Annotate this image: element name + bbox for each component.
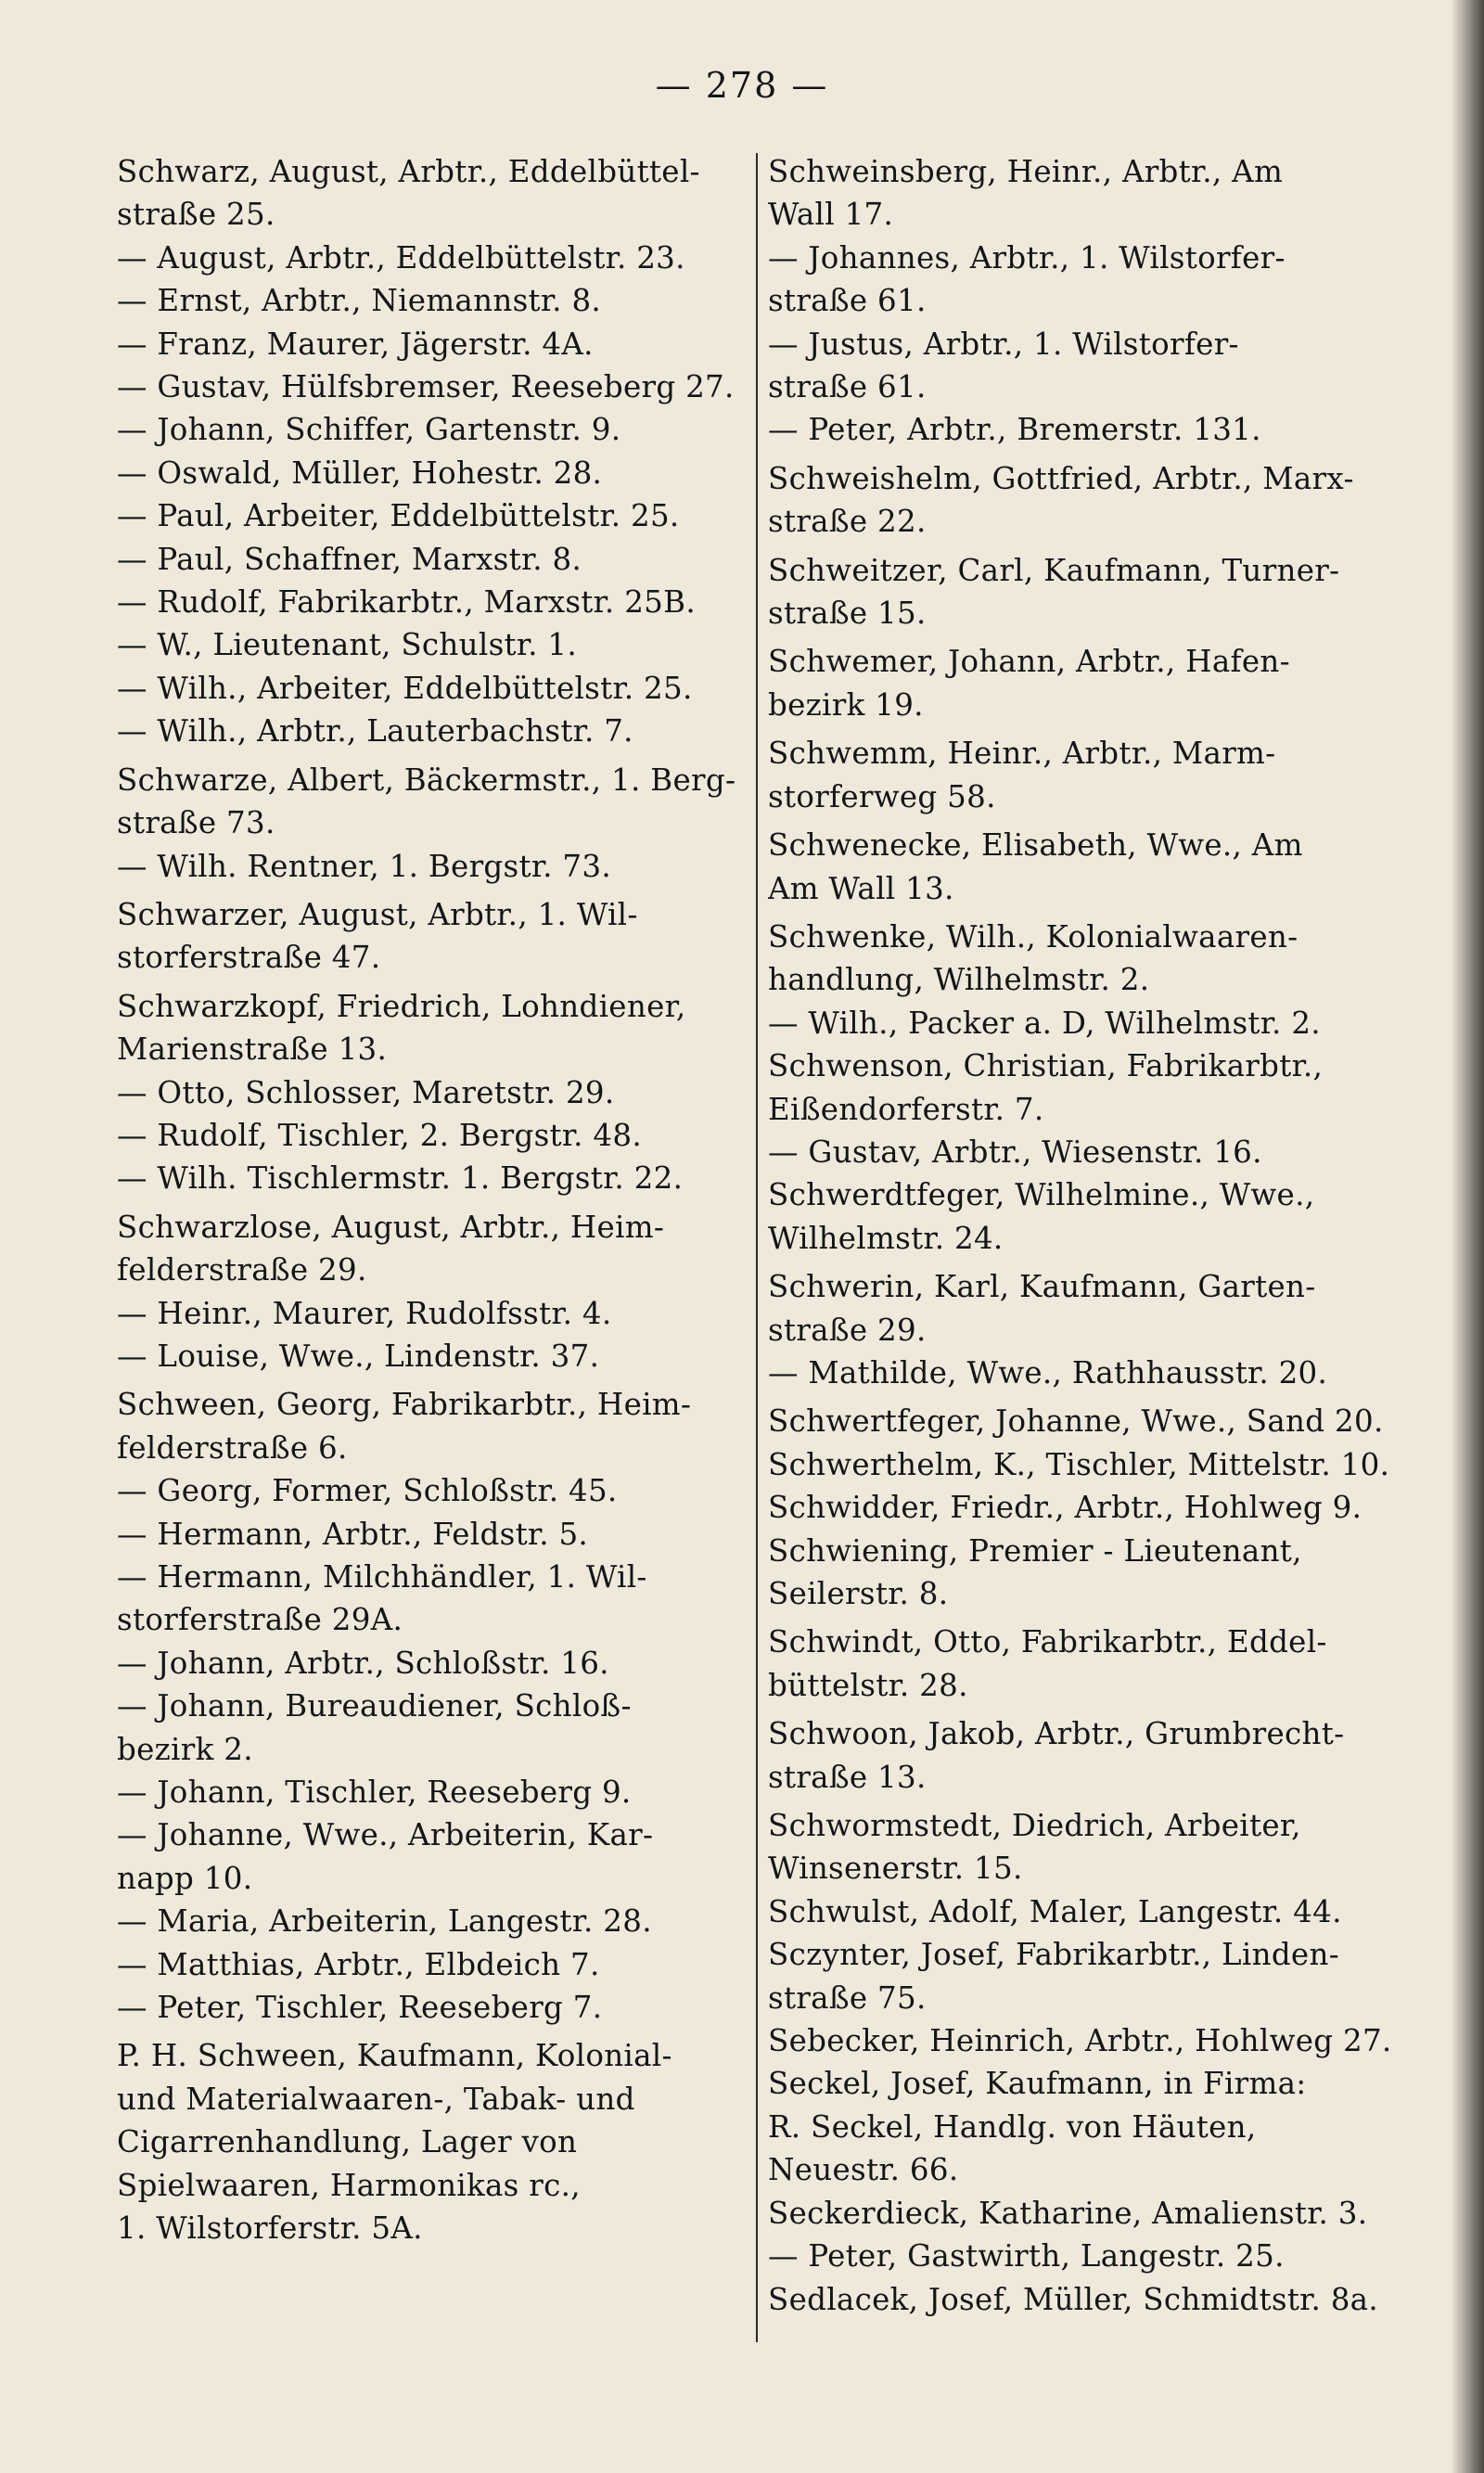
directory-line: — Justus, Arbtr., 1. Wilstorfer- [768, 326, 1239, 362]
directory-line: P. H. Schween, Kaufmann, Kolonial- [117, 2038, 672, 2074]
directory-line: Schwemer, Johann, Arbtr., Hafen- [768, 644, 1290, 680]
directory-line: — Wilh. Rentner, 1. Bergstr. 73. [117, 848, 611, 884]
directory-line: felderstraße 6. [117, 1429, 348, 1466]
directory-line: — Mathilde, Wwe., Rathhausstr. 20. [768, 1354, 1328, 1390]
directory-line: — Rudolf, Fabrikarbtr., Marxstr. 25B. [117, 584, 696, 621]
directory-line: — Franz, Maurer, Jägerstr. 4A. [117, 326, 594, 362]
directory-line: napp 10. [117, 1860, 253, 1896]
directory-line: straße 22. [768, 504, 927, 540]
directory-line: felderstraße 29. [117, 1252, 367, 1288]
directory-line: Wilhelmstr. 24. [768, 1220, 1004, 1256]
directory-line: — Johannes, Arbtr., 1. Wilstorfer- [768, 239, 1286, 275]
directory-line: straße 15. [768, 596, 927, 632]
directory-line: Cigarrenhandlung, Lager von [117, 2124, 578, 2160]
directory-line: storferweg 58. [768, 778, 996, 814]
directory-line: — Peter, Arbtr., Bremerstr. 131. [768, 412, 1261, 448]
directory-line: — Wilh., Arbeiter, Eddelbüttelstr. 25. [117, 670, 693, 706]
directory-line: — Maria, Arbeiterin, Langestr. 28. [117, 1903, 652, 1940]
directory-line: storferstraße 47. [117, 940, 381, 976]
directory-line: — Wilh. Tischlermstr. 1. Bergstr. 22. [117, 1160, 684, 1197]
directory-line: straße 13. [768, 1759, 927, 1795]
directory-line: büttelstr. 28. [768, 1667, 968, 1703]
directory-line: — August, Arbtr., Eddelbüttelstr. 23. [117, 239, 685, 275]
directory-line: — Gustav, Hülfsbremser, Reeseberg 27. [117, 369, 735, 405]
directory-line: Schwarzlose, August, Arbtr., Heim- [117, 1209, 665, 1245]
directory-line: storferstraße 29A. [117, 1602, 403, 1638]
directory-line: Sedlacek, Josef, Müller, Schmidtstr. 8a. [768, 2281, 1378, 2317]
directory-line: — Rudolf, Tischler, 2. Bergstr. 48. [117, 1117, 643, 1153]
directory-line: — Johann, Bureaudiener, Schloß- [117, 1688, 632, 1724]
directory-line: und Materialwaaren-, Tabak- und [117, 2081, 635, 2117]
directory-line: — Louise, Wwe., Lindenstr. 37. [117, 1338, 600, 1374]
directory-line: straße 61. [768, 369, 927, 405]
directory-line: handlung, Wilhelmstr. 2. [768, 962, 1150, 998]
directory-line: Schweinsberg, Heinr., Arbtr., Am [768, 154, 1284, 189]
directory-line: — Johann, Schiffer, Gartenstr. 9. [117, 412, 621, 448]
directory-line: — Wilh., Packer a. D, Wilhelmstr. 2. [768, 1005, 1321, 1041]
directory-line: — Paul, Arbeiter, Eddelbüttelstr. 25. [117, 498, 680, 534]
left-column [117, 150, 757, 2250]
directory-line: bezirk 19. [768, 686, 924, 723]
directory-line: Schwenecke, Elisabeth, Wwe., Am [768, 827, 1303, 864]
directory-line: Schwerdtfeger, Wilhelmine., Wwe., [768, 1177, 1315, 1213]
directory-line: Neuestr. 66. [768, 2152, 959, 2188]
directory-line: Seckel, Josef, Kaufmann, in Firma: [768, 2066, 1307, 2102]
directory-line: — Peter, Gastwirth, Langestr. 25. [768, 2238, 1285, 2274]
directory-line: straße 73. [117, 805, 275, 841]
page-number: — 278 — [655, 65, 829, 106]
directory-line: — Otto, Schlosser, Maretstr. 29. [117, 1074, 615, 1110]
directory-line: Schween, Georg, Fabrikarbtr., Heim- [117, 1387, 692, 1423]
directory-line: Seckerdieck, Katharine, Amalienstr. 3. [768, 2195, 1368, 2231]
directory-line: Schwarzkopf, Friedrich, Lohndiener, [117, 988, 686, 1024]
directory-line: straße 29. [768, 1312, 927, 1348]
directory-line: straße 61. [768, 283, 927, 319]
directory-line: Sebecker, Heinrich, Arbtr., Hohlweg 27. [768, 2023, 1392, 2059]
directory-line: straße 75. [768, 1980, 927, 2016]
directory-line: Sczynter, Josef, Fabrikarbtr., Linden- [768, 1937, 1339, 1973]
directory-line: Schwulst, Adolf, Maler, Langestr. 44. [768, 1893, 1342, 1929]
directory-line: — Paul, Schaffner, Marxstr. 8. [117, 541, 582, 577]
right-column [768, 150, 1399, 2321]
directory-line: — Wilh., Arbtr., Lauterbachstr. 7. [117, 713, 633, 750]
directory-line: Schwerin, Karl, Kaufmann, Garten- [768, 1269, 1316, 1305]
directory-line: Schweitzer, Carl, Kaufmann, Turner- [768, 552, 1340, 588]
directory-line: — W., Lieutenant, Schulstr. 1. [117, 627, 578, 663]
directory-line: 1. Wilstorferstr. 5A. [117, 2210, 423, 2247]
directory-line: — Georg, Former, Schloßstr. 45. [117, 1473, 618, 1509]
directory-line: — Peter, Tischler, Reeseberg 7. [117, 1990, 603, 2026]
directory-line: Schwormstedt, Diedrich, Arbeiter, [768, 1808, 1301, 1844]
directory-line: — Hermann, Milchhändler, 1. Wil- [117, 1559, 647, 1595]
directory-line: Schwenson, Christian, Fabrikarbtr., [768, 1048, 1324, 1084]
directory-line: — Oswald, Müller, Hohestr. 28. [117, 455, 603, 491]
directory-line: Schwerthelm, K., Tischler, Mittelstr. 10. [768, 1446, 1390, 1482]
directory-line: R. Seckel, Handlg. von Häuten, [768, 2108, 1257, 2145]
directory-line: Schwoon, Jakob, Arbtr., Grumbrecht- [768, 1716, 1345, 1752]
directory-line: — Johanne, Wwe., Arbeiterin, Kar- [117, 1817, 654, 1853]
directory-line: Eißendorferstr. 7. [768, 1091, 1044, 1127]
directory-line: Schwarze, Albert, Bäckermstr., 1. Berg- [117, 762, 736, 798]
directory-line: — Gustav, Arbtr., Wiesenstr. 16. [768, 1134, 1262, 1170]
directory-line: Wall 17. [768, 197, 894, 233]
directory-line: Seilerstr. 8. [768, 1576, 949, 1611]
directory-line: straße 25. [117, 197, 275, 233]
directory-line: — Johann, Tischler, Reeseberg 9. [117, 1775, 632, 1811]
directory-line: — Hermann, Arbtr., Feldstr. 5. [117, 1516, 589, 1552]
directory-line: Schwenke, Wilh., Kolonialwaaren- [768, 918, 1298, 955]
directory-line: Schwertfeger, Johanne, Wwe., Sand 20. [768, 1403, 1384, 1440]
directory-line: Winsenerstr. 15. [768, 1851, 1023, 1887]
directory-line: Schweishelm, Gottfried, Arbtr., Marx- [768, 460, 1354, 496]
directory-line: Am Wall 13. [768, 870, 954, 906]
directory-line: Schwarz, August, Arbtr., Eddelbüttel- [117, 154, 700, 189]
directory-line: Schwarzer, August, Arbtr., 1. Wil- [117, 896, 638, 932]
directory-line: Schwindt, Otto, Fabrikarbtr., Eddel- [768, 1624, 1327, 1660]
directory-line: Schwemm, Heinr., Arbtr., Marm- [768, 736, 1276, 772]
directory-line: Schwidder, Friedr., Arbtr., Hohlweg 9. [768, 1490, 1362, 1526]
directory-line: Marienstraße 13. [117, 1031, 388, 1068]
directory-line: — Johann, Arbtr., Schloßstr. 16. [117, 1645, 609, 1681]
directory-line: bezirk 2. [117, 1731, 253, 1767]
directory-line: — Ernst, Arbtr., Niemannstr. 8. [117, 283, 602, 319]
directory-line: — Heinr., Maurer, Rudolfsstr. 4. [117, 1295, 612, 1331]
directory-line: Schwiening, Premier - Lieutenant, [768, 1532, 1302, 1569]
directory-line: — Matthias, Arbtr., Elbdeich 7. [117, 1946, 600, 1982]
directory-line: Spielwaaren, Harmonikas rc., [117, 2167, 581, 2203]
